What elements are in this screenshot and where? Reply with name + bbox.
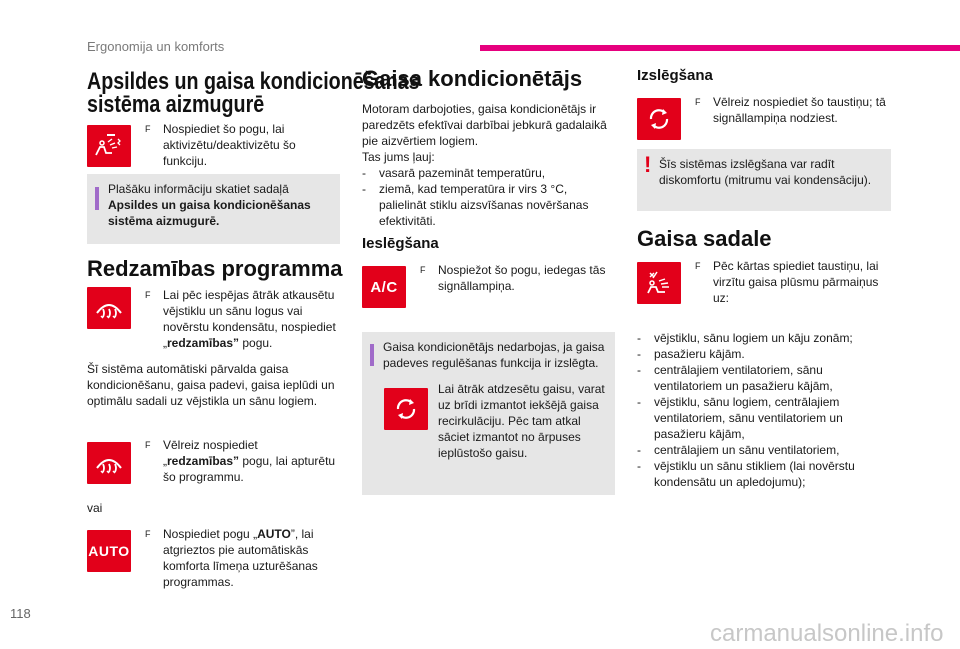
list-item — [637, 394, 897, 442]
text-fragment: „ — [163, 454, 167, 468]
text-line: Pēc kārtas spiediet taustiņu, lai — [713, 259, 879, 273]
text-line: Plašāku informāciju skatiet sadaļā — [108, 182, 289, 196]
text-line: kondicionēšanu, gaisa padevi, gaisa ieplūdi un — [87, 378, 335, 392]
text-line: Lai pēc iespējas ātrāk atkausētu — [163, 288, 335, 302]
text-fragment: „ — [163, 336, 167, 350]
text-fragment-bold: AUTO — [257, 527, 291, 541]
recirculation-button-icon — [384, 388, 428, 430]
text-line: funkciju. — [163, 154, 208, 168]
text-line: kondensātu un apledojumu); — [654, 475, 806, 489]
bullet-mark: F — [145, 124, 151, 134]
col1-or: vai — [87, 501, 103, 515]
col3-step2 — [695, 258, 900, 308]
text-line: Nospiediet šo pogu, lai — [163, 122, 285, 136]
bullet-mark: F — [145, 290, 151, 300]
text-line: centrālajiem ventilatoriem, sānu — [654, 363, 823, 377]
text-fragment: Nospiediet pogu „ — [163, 527, 258, 541]
info-icon — [95, 187, 99, 210]
col2-intro — [362, 101, 622, 165]
text-line: ventilatoriem un pasažieru kājām, — [654, 379, 833, 393]
text-line: padeves regulēšanas funkcija ir izslēgta. — [383, 356, 599, 370]
col1-title-line1: Apsildes un gaisa kondicionēšanas — [87, 68, 420, 95]
air-distribution-button-icon — [637, 262, 681, 304]
text-line — [163, 453, 345, 469]
col1-step3 — [145, 437, 345, 485]
text-line: vējstiklu, sānu logiem un kāju zonām; — [654, 331, 853, 345]
info-icon — [370, 344, 374, 366]
col2-title: Gaisa kondicionētājs — [362, 66, 583, 91]
col1-step2 — [145, 287, 345, 351]
dash-mark: - — [362, 166, 366, 180]
text-fragment: pogu. — [239, 336, 273, 350]
auto-icon-label: AUTO — [88, 543, 130, 559]
text-line: Tas jums ļauj: — [362, 150, 435, 164]
col3-step — [695, 94, 900, 128]
text-line: vējstiklu un sānu logus vai — [163, 304, 303, 318]
text-line: šo programmu. — [163, 470, 244, 484]
text-fragment-bold: redzamības” — [167, 454, 240, 468]
text-line: virzītu gaisa plūsmu pārmaiņus — [713, 275, 879, 289]
text-line: vasarā pazemināt temperatūru, — [379, 166, 546, 180]
text-line: pie aizvērtiem logiem. — [362, 134, 479, 148]
bullet-mark: F — [695, 261, 701, 271]
col1-title2: Redzamības programma — [87, 256, 343, 281]
text-line: Vēlreiz nospiediet šo taustiņu; tā — [713, 95, 886, 109]
bullet-mark: F — [145, 440, 151, 450]
list-item — [637, 330, 897, 346]
text-line: pasažieru kājām. — [654, 347, 745, 361]
text-line: ventilatoriem, sānu ventilatoriem un — [654, 411, 843, 425]
text-line: paredzēts efektīvai darbībai jebkurā gadalaikā — [362, 118, 607, 132]
text-line: Vēlreiz nospiediet — [163, 438, 258, 452]
text-line: vējstiklu un sānu stikliem (lai novērstu — [654, 459, 855, 473]
col3-warning-box — [637, 149, 891, 211]
text-line: sistēma aizmugurē. — [108, 214, 220, 228]
recirculation-icon — [392, 395, 420, 423]
watermark: carmanualsonline.info — [710, 620, 944, 647]
list-item — [362, 181, 622, 229]
text-line: vējstiklu, sānu logiem, centrālajiem — [654, 395, 840, 409]
text-line: novērstu kondensātu, nospiediet — [163, 320, 336, 334]
text-line: ziemā, kad temperatūra ir virs 3 °C, — [379, 182, 568, 196]
text-line: komforta līmeņa uzturēšanas — [163, 559, 318, 573]
list-item — [637, 362, 897, 394]
dash-mark: - — [637, 331, 641, 345]
text-line: optimālu sadali uz vējstikla un sānu logiem. — [87, 394, 318, 408]
rear-climate-button-icon — [87, 125, 131, 167]
list-item — [637, 346, 897, 362]
col1-paragraph — [87, 361, 347, 409]
text-line — [163, 526, 345, 542]
text-fragment: ”, lai — [290, 527, 314, 541]
text-line: signāllampiņa nodziest. — [713, 111, 838, 125]
list-item — [362, 165, 622, 181]
text-line: uz brīdi izmantot iekšējā gaisa — [438, 398, 599, 412]
section-accent-bar — [480, 45, 960, 51]
dash-mark: - — [637, 459, 641, 473]
dash-mark: - — [637, 395, 641, 409]
col3-title: Izslēgšana — [637, 67, 713, 84]
page-number: 118 — [10, 606, 31, 621]
col2-step — [420, 262, 620, 296]
text-line: efektivitāti. — [379, 214, 436, 228]
text-line: signāllampiņa. — [438, 279, 515, 293]
text-line: atgrieztos pie automātiskās — [163, 543, 309, 557]
auto-button-icon — [87, 530, 131, 572]
text-fragment: pogu, lai apturētu — [239, 454, 336, 468]
col3-title2: Gaisa sadale — [637, 226, 772, 251]
dash-mark: - — [637, 347, 641, 361]
text-line — [163, 335, 345, 351]
ac-icon-label: A/C — [370, 278, 398, 296]
windscreen-defrost-icon — [94, 295, 124, 321]
bullet-mark: F — [420, 265, 426, 275]
ac-button-icon — [362, 266, 406, 308]
col3-list — [637, 330, 897, 490]
col1-step4 — [145, 526, 345, 590]
recirculation-icon — [645, 105, 673, 133]
text-line: diskomfortu (mitrumu vai kondensāciju). — [659, 173, 872, 187]
visibility-button-icon — [87, 287, 131, 329]
text-line: aktivizētu/deaktivizētu šo — [163, 138, 296, 152]
text-line: palielināt stiklu aizsvīšanas novēršanas — [379, 198, 589, 212]
rear-seat-airflow-icon — [92, 133, 126, 159]
col2-list — [362, 165, 622, 229]
text-line: recirkulāciju. Pēc tam atkal — [438, 414, 581, 428]
visibility-button-icon-2 — [87, 442, 131, 484]
text-line: programmas. — [163, 575, 234, 589]
bullet-mark: F — [695, 97, 701, 107]
list-item — [637, 442, 897, 458]
text-line: Gaisa kondicionētājs nedarbojas, ja gaisa — [383, 340, 605, 354]
col1-info-box — [87, 174, 340, 244]
text-line: Nospiežot šo pogu, iedegas tās — [438, 263, 606, 277]
text-line: Motoram darbojoties, gaisa kondicionētājs ir — [362, 102, 597, 116]
air-distribution-icon — [643, 269, 675, 297]
bullet-mark: F — [145, 529, 151, 539]
text-line: sāciet izmantot no ārpuses — [438, 430, 581, 444]
col1-title-line2: sistēma aizmugurē — [87, 91, 265, 118]
list-item — [637, 458, 897, 490]
warning-icon: ! — [644, 152, 652, 177]
text-line: Apsildes un gaisa kondicionēšanas — [108, 198, 311, 212]
text-line: Šīs sistēmas izslēgšana var radīt — [659, 157, 835, 171]
windscreen-defrost-icon — [94, 450, 124, 476]
text-line: uz: — [713, 291, 730, 305]
text-line: ieplūstošo gaisu. — [438, 446, 528, 460]
col2-info-box — [362, 332, 615, 495]
text-line: Šī sistēma automātiski pārvalda gaisa — [87, 362, 289, 376]
text-line: centrālajiem un sānu ventilatoriem, — [654, 443, 840, 457]
text-fragment-bold: redzamības” — [167, 336, 240, 350]
text-line: pasažieru kājām, — [654, 427, 745, 441]
col2-tip — [438, 381, 614, 461]
text-line: Lai ātrāk atdzesētu gaisu, varat — [438, 382, 605, 396]
section-header: Ergonomija un komforts — [87, 39, 225, 54]
recirculation-off-button-icon — [637, 98, 681, 140]
col1-step1 — [145, 121, 345, 169]
col2-subtitle: Ieslēgšana — [362, 235, 439, 252]
dash-mark: - — [637, 363, 641, 377]
dash-mark: - — [362, 182, 366, 196]
dash-mark: - — [637, 443, 641, 457]
